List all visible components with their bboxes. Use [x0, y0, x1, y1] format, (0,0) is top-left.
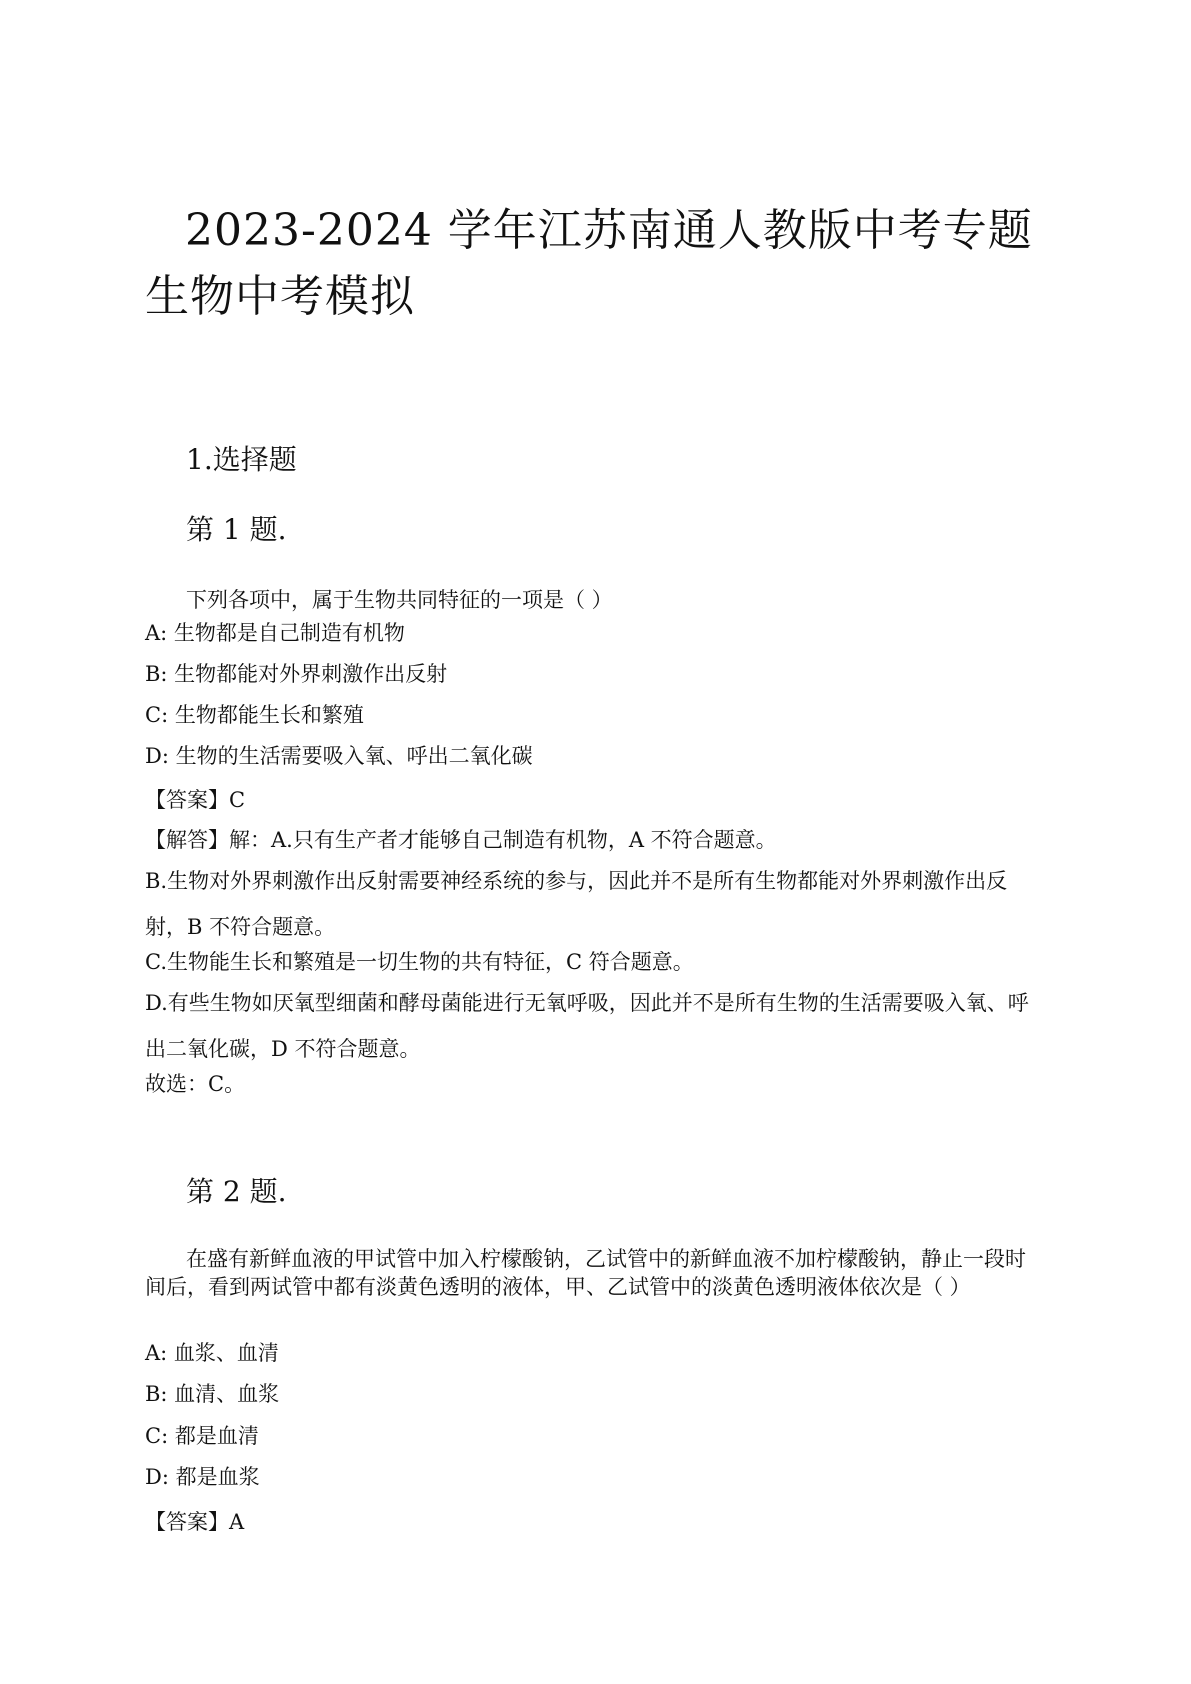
question-1-explanation-line: D.有些生物如厌氧型细菌和酵母菌能进行无氧呼吸，因此并不是所有生物的生活需要吸入氧、呼出二氧化碳，D 不符合题意。	[145, 991, 1029, 1061]
question-2-stem: 在盛有新鲜血液的甲试管中加入柠檬酸钠，乙试管中的新鲜血液不加柠檬酸钠，静止一段时间后，看到两试管中都有淡黄色透明的液体，甲、乙试管中的淡黄色透明液体依次是（ ）	[145, 1247, 1026, 1299]
question-2-heading: 第 2 题.	[186, 1175, 287, 1208]
question-1-option-d: D: 生物的生活需要吸入氧、呼出二氧化碳	[145, 744, 533, 768]
question-1-option-a: A: 生物都是自己制造有机物	[145, 621, 405, 645]
question-1-explanation-line: C.生物能生长和繁殖是一切生物的共有特征，C 符合题意。	[145, 950, 694, 974]
question-2-option-b: B: 血清、血浆	[145, 1382, 280, 1406]
question-2-answer: 【答案】A	[145, 1510, 245, 1534]
question-2-option-c: C: 都是血清	[145, 1424, 259, 1448]
section-heading: 1.选择题	[186, 443, 297, 476]
question-1-option-b: B: 生物都能对外界刺激作出反射	[145, 662, 448, 686]
question-1-option-c: C: 生物都能生长和繁殖	[145, 703, 364, 727]
question-2-option-a: A: 血浆、血清	[145, 1341, 279, 1365]
question-1-explanation-line: 【解答】解：A.只有生产者才能够自己制造有机物，A 不符合题意。	[145, 828, 777, 852]
question-1-stem: 下列各项中，属于生物共同特征的一项是（ ）	[186, 588, 613, 612]
question-1-heading: 第 1 题.	[186, 513, 287, 546]
question-2-option-d: D: 都是血浆	[145, 1465, 260, 1489]
question-1-explanation-line: 故选：C。	[145, 1072, 246, 1096]
document-title: 2023-2024 学年江苏南通人教版中考专题生物中考模拟	[145, 205, 1033, 322]
question-1-explanation-line: B.生物对外界刺激作出反射需要神经系统的参与，因此并不是所有生物都能对外界刺激作出反射，B 不符合题意。	[145, 869, 1008, 939]
question-1-answer: 【答案】C	[145, 788, 246, 812]
